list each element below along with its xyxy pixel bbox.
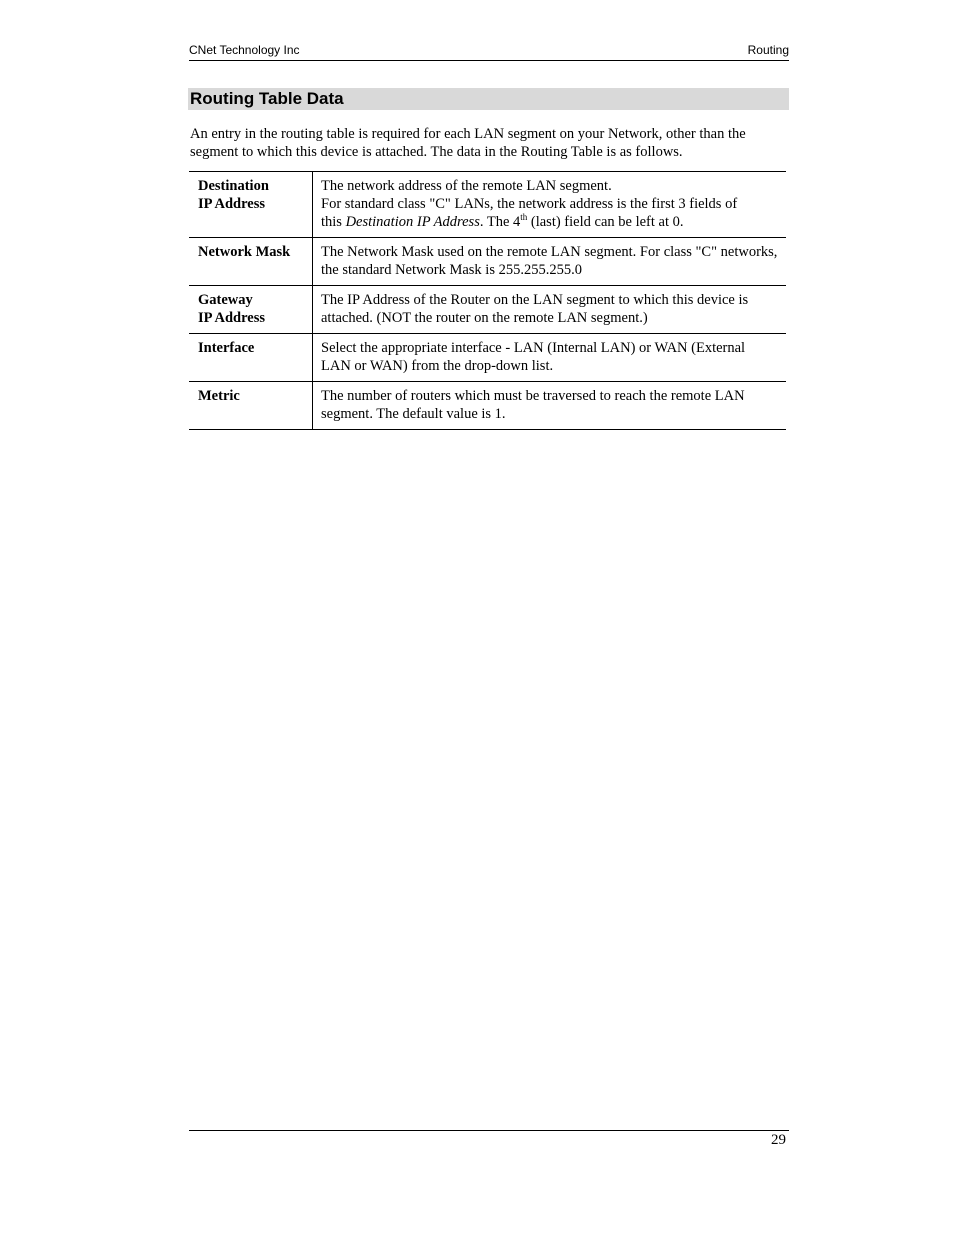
- desc-line: For standard class "C" LANs, the network address is the first 3 fields of: [321, 196, 738, 212]
- routing-table-data: [189, 171, 786, 430]
- desc-text: . The 4: [479, 214, 521, 230]
- desc-text: this: [321, 214, 346, 230]
- term-line: IP Address: [198, 196, 266, 212]
- desc-network-mask: The Network Mask used on the remote LAN segment. For class "C" networks, the standard Network Mask is 255.255.255.0: [313, 238, 787, 286]
- term-gateway-ip: [189, 286, 313, 334]
- page-number: 29: [771, 1132, 786, 1148]
- header-chapter: Routing: [747, 43, 789, 57]
- desc-italic: Destination IP Address: [345, 214, 480, 230]
- term-line: Destination: [198, 178, 269, 194]
- table-row-gateway: [189, 286, 786, 334]
- desc-line: The network address of the remote LAN segment.: [321, 178, 612, 194]
- term-line: IP Address: [198, 310, 266, 326]
- term-interface: Interface: [189, 334, 313, 382]
- desc-superscript: th: [520, 212, 528, 223]
- desc-gateway-ip: The IP Address of the Router on the LAN segment to which this device is attached. (NOT the router on the remote LAN segment.): [313, 286, 787, 334]
- header-company: CNet Technology Inc: [189, 43, 300, 57]
- term-destination-ip: [189, 172, 313, 238]
- term-line: Gateway: [198, 292, 253, 308]
- desc-text: (last) field can be left at 0.: [527, 214, 684, 230]
- desc-destination-ip: [313, 172, 787, 238]
- intro-paragraph: An entry in the routing table is required for each LAN segment on your Network, other than the segment to which this device is attached. The data in the Routing Table is as follows.: [190, 126, 746, 160]
- desc-line: [321, 213, 778, 231]
- term-network-mask: Network Mask: [189, 238, 313, 286]
- table-row-network-mask: [189, 238, 786, 286]
- page-header: [189, 42, 789, 61]
- table-row-destination: [189, 172, 786, 238]
- table-row-metric: [189, 382, 786, 430]
- desc-metric: The number of routers which must be traversed to reach the remote LAN segment. The default value is 1.: [313, 382, 787, 430]
- table-row-interface: [189, 334, 786, 382]
- desc-interface: Select the appropriate interface - LAN (Internal LAN) or WAN (External LAN or WAN) from the drop-down list.: [313, 334, 787, 382]
- term-metric: Metric: [189, 382, 313, 430]
- section-heading: Routing Table Data: [188, 88, 789, 110]
- page-footer: [189, 1130, 789, 1148]
